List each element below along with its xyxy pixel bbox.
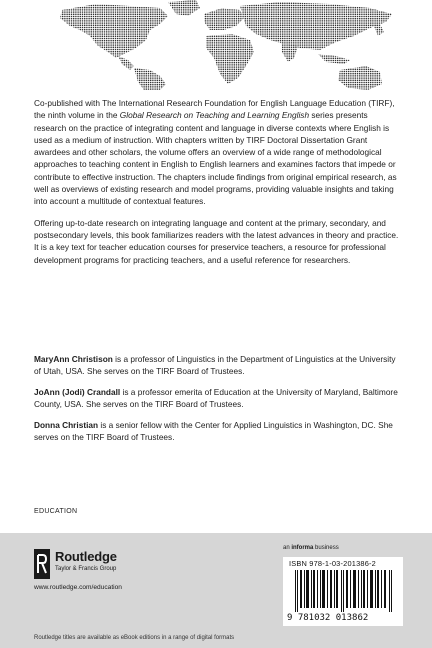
- author-bio-text: is a senior fellow with the Center for Applied Linguistics in Washington, DC. She serves on the TIRF Board of Trustees.: [34, 420, 393, 443]
- informa-suffix: business: [313, 545, 339, 551]
- series-title: Global Research on Teaching and Learning English: [119, 110, 310, 121]
- ebook-note: Routledge titles are available as eBook editions in a range of digital formats: [34, 635, 235, 641]
- publisher-url[interactable]: www.routledge.com/education: [34, 584, 122, 591]
- informa-prefix: an: [283, 545, 292, 551]
- informa-brand: informa: [291, 545, 314, 551]
- barcode-bars-icon: [295, 570, 395, 612]
- author-bio: [34, 419, 400, 444]
- author-name: JoAnn (Jodi) Crandall: [34, 387, 121, 398]
- author-bios: [34, 353, 400, 452]
- barcode: [283, 557, 403, 626]
- routledge-logo-icon: [34, 549, 50, 579]
- author-bio: [34, 386, 400, 411]
- world-map-icon: [0, 0, 432, 90]
- description-paragraph-2: Offering up-to-date research on integrating language and content at the primary, secondary, and postsecondary levels, this book familiarizes readers with the latest advances in theory and practice. It is a key text for teacher education courses for preservice teachers, a resource for professional development programs for practicing teachers, and a useful reference for researchers.: [34, 217, 399, 265]
- description-paragraph-1: [34, 97, 400, 208]
- description: [34, 97, 400, 275]
- publisher-group: Taylor & Francis Group: [55, 566, 117, 572]
- description-text: series presents research on the practice of integrating content and language in diverse contexts where English is used as a medium of instruction. With chapters written by TIRF Doctoral Dissertation Grant awardees and other scholars, the volume offers an overview of a wide range of methodological approaches to teaching content in English to English learners and examines factors that impede or contribute to effective instruction. The chapters include findings from original empirical research, as well as overviews of existing research and model programs, providing valuable insights and taking into account a multitude of contextual features.: [34, 110, 397, 207]
- isbn-label: ISBN 978-1-03-201386-2: [289, 559, 376, 568]
- subject-category: EDUCATION: [34, 508, 78, 515]
- author-name: Donna Christian: [34, 420, 99, 431]
- author-name: MaryAnn Christison: [34, 354, 113, 364]
- author-bio-text: is a professor emerita of Education at the University of Maryland, Baltimore County, USA. She serves on the TIRF Board of Trustees.: [34, 387, 398, 410]
- description-text: Co-published with The International Research Foundation for English Language Education (TIRF), the ninth volume in the: [34, 98, 395, 121]
- barcode-digits: 9 781032 013862: [287, 613, 369, 623]
- informa-tagline: [283, 545, 339, 551]
- publisher-name: Routledge: [55, 549, 117, 564]
- world-map-banner: [0, 0, 432, 90]
- author-bio: [34, 353, 400, 378]
- publisher-footer: [0, 533, 432, 648]
- author-bio-text: is a professor of Linguistics in the Department of Linguistics at the University of Utah, USA. She serves on the TIRF Board of Trustees.: [34, 354, 396, 377]
